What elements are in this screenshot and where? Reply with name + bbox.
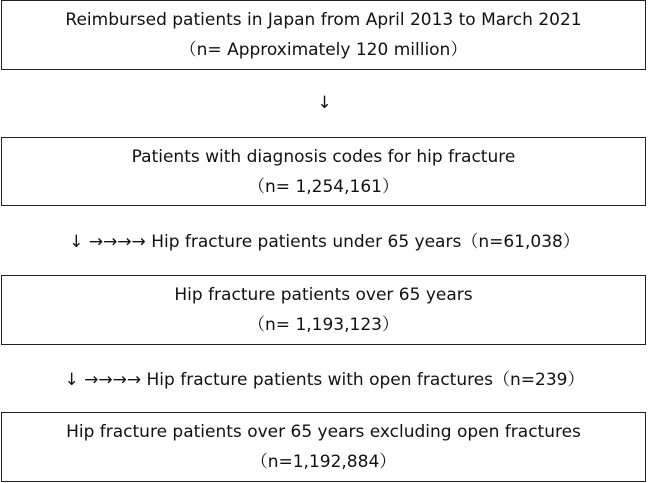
flow-box-reimbursed-patients bbox=[1, 0, 646, 70]
exclusion-under-65: ↓ →→→→ Hip fracture patients under 65 years（n=61,038） bbox=[69, 232, 580, 252]
exclusion-open-fractures: ↓ →→→→ Hip fracture patients with open fractures（n=239） bbox=[64, 370, 585, 390]
flow-arrow-down: ↓ bbox=[317, 93, 332, 113]
flow-box-title: Hip fracture patients over 65 years bbox=[174, 285, 473, 305]
flow-box-title: Reimbursed patients in Japan from April 2013 to March 2021 bbox=[65, 10, 582, 30]
flow-box-count: （n= 1,254,161） bbox=[248, 176, 399, 197]
flow-box-count: （n= Approximately 120 million） bbox=[179, 40, 468, 60]
flow-box-hip-fracture-codes bbox=[1, 137, 646, 206]
flow-box-count: （n= 1,193,123） bbox=[248, 315, 399, 335]
flow-box-over-65 bbox=[1, 275, 646, 345]
flow-box-title: Patients with diagnosis codes for hip fracture bbox=[131, 146, 516, 167]
flow-box-count: （n=1,192,884） bbox=[250, 452, 397, 472]
flow-box-final-cohort bbox=[1, 412, 646, 482]
flow-box-title: Hip fracture patients over 65 years excluding open fractures bbox=[66, 422, 581, 442]
